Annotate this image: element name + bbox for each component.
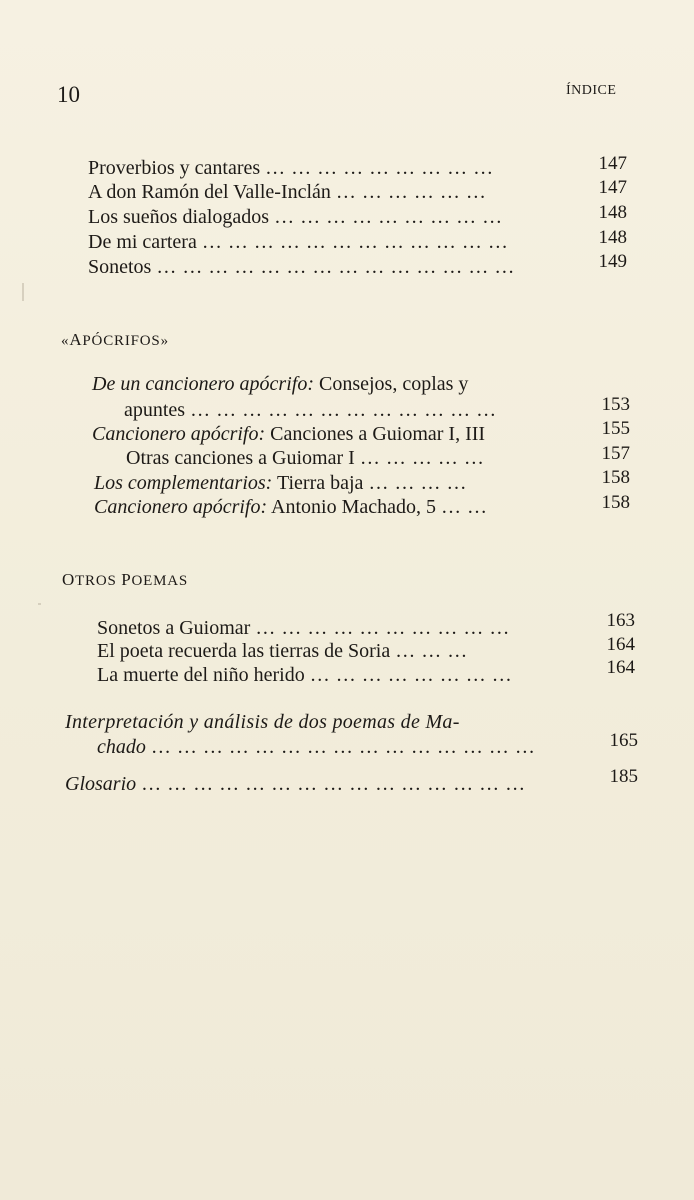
leader-dots: … … … (395, 640, 468, 662)
entry-page: 157 (601, 443, 630, 464)
leader-dots: … … (441, 496, 488, 518)
leader-dots: … … … … … … … … … … … … … … (156, 256, 515, 278)
toc-entry (65, 710, 460, 734)
entry-page: 147 (598, 153, 627, 174)
entry-title: Los sueños dialogados (88, 206, 270, 228)
leader-dots: … … … … … … … … … … … … … … … (150, 736, 536, 758)
entry-title: Sonetos a Guiomar (97, 617, 251, 639)
entry-title: El poeta recuerda las tierras de Soria (97, 640, 391, 662)
entry-italic: Los complementarios: (94, 472, 273, 494)
entry-title: A don Ramón del Valle-Inclán (88, 181, 331, 203)
paper-speck (38, 603, 41, 605)
toc-entry (88, 230, 508, 254)
entry-title: chado (97, 736, 146, 758)
entry-title: Canciones a Guiomar I, III (270, 423, 486, 445)
entry-title: Otras canciones a Guiomar I (126, 447, 355, 469)
entry-page: 164 (606, 657, 635, 678)
entry-title: apuntes (124, 399, 186, 421)
entry-page: 149 (598, 251, 627, 272)
entry-title: Interpretación y análisis de dos poemas de Ma- (65, 711, 460, 733)
leader-dots: … … … … … … … … … (265, 157, 494, 179)
toc-entry (97, 639, 468, 663)
entry-page: 158 (601, 467, 630, 488)
toc-entry (92, 372, 468, 396)
section-heading-apocrifos: «APÓCRIFOS» (61, 330, 169, 349)
toc-entry (88, 255, 515, 279)
entry-italic: Cancionero apócrifo: (94, 496, 268, 518)
paper-speck (22, 283, 24, 301)
entry-title: De mi cartera (88, 231, 197, 253)
toc-entry (92, 422, 485, 446)
entry-page: 165 (609, 730, 638, 751)
toc-entry (126, 446, 484, 470)
entry-page: 148 (598, 202, 627, 223)
leader-dots: … … … … … … … … … … (255, 617, 510, 639)
toc-entry (97, 616, 510, 640)
entry-page: 155 (601, 418, 630, 439)
leader-dots: … … … … … … … … … (274, 206, 503, 228)
toc-entry (97, 735, 535, 759)
entry-title: La muerte del niño herido (97, 664, 305, 686)
entry-title: Glosario (65, 773, 137, 795)
toc-entry (97, 663, 512, 687)
entry-page: 185 (609, 766, 638, 787)
entry-title: Sonetos (88, 256, 152, 278)
entry-title: Antonio Machado, 5 (271, 496, 437, 518)
toc-entry (94, 471, 467, 495)
page-number: 10 (57, 82, 80, 107)
entry-italic: Cancionero apócrifo: (92, 423, 266, 445)
toc-entry (94, 495, 488, 519)
leader-dots: … … … … … … … … … … … … (190, 399, 497, 421)
leader-dots: … … … … … … … … … … … … (201, 231, 509, 253)
entry-page: 163 (606, 610, 635, 631)
leader-dots: … … … … (368, 472, 467, 494)
leader-dots: … … … … … … (335, 181, 487, 203)
leader-dots: … … … … … … … … (309, 664, 513, 686)
toc-entry (88, 205, 503, 229)
entry-page: 164 (606, 634, 635, 655)
entry-page: 148 (598, 227, 627, 248)
toc-entry (65, 772, 526, 796)
entry-page: 147 (598, 177, 627, 198)
entry-title: Proverbios y cantares (88, 157, 261, 179)
toc-entry (88, 180, 486, 204)
entry-title: Tierra baja (276, 472, 364, 494)
toc-entry (88, 156, 494, 180)
entry-title: Consejos, coplas y (318, 373, 469, 395)
entry-italic: De un cancionero apócrifo: (92, 373, 314, 395)
running-head: ÍNDICE (566, 83, 617, 98)
leader-dots: … … … … … … … … … … … … … … … (141, 773, 526, 795)
leader-dots: … … … … … (359, 447, 485, 469)
toc-entry (124, 398, 497, 422)
section-heading-otros-poemas: OTROS POEMAS (62, 570, 189, 589)
entry-page: 153 (601, 394, 630, 415)
entry-page: 158 (601, 492, 630, 513)
